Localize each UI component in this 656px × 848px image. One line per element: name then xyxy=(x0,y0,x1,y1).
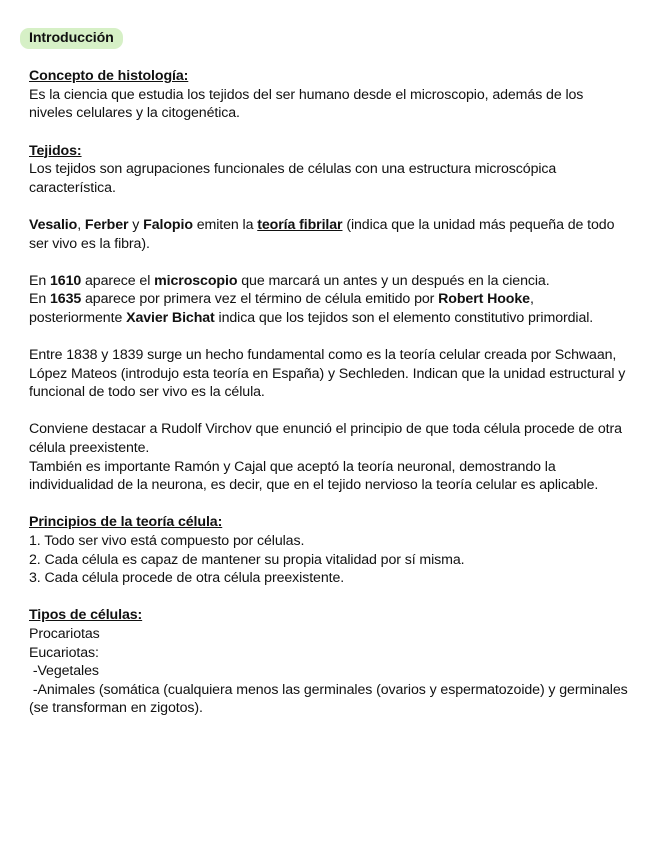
heading-principios: Principios de la teoría célula: xyxy=(29,514,223,531)
name-falopio: Falopio xyxy=(143,216,193,233)
paragraph-microscopio xyxy=(29,272,629,291)
text-fragment: aparece el xyxy=(81,272,155,289)
heading-histologia: Concepto de histología: xyxy=(29,68,189,85)
name-robert-hooke: Robert Hooke xyxy=(438,291,530,308)
text-fragment: que marcará un antes y un después en la ciencia. xyxy=(237,272,550,289)
text-fragment: , posteriormente xyxy=(29,291,534,326)
term-teoria-fibrilar: teoría fibrilar xyxy=(257,216,343,233)
name-ferber: Ferber xyxy=(84,216,129,233)
list-item: 3. Cada célula procede de otra célula preexistente. xyxy=(29,570,345,587)
page-title: Introducción xyxy=(20,28,123,49)
text-fragment: aparece por primera vez el término de célula emitido por xyxy=(81,291,439,308)
name-vesalio: Vesalio xyxy=(29,216,78,233)
text-fragment: En xyxy=(29,272,50,289)
list-item: Procariotas xyxy=(29,626,100,642)
text-fragment: En xyxy=(29,291,50,308)
paragraph-tejidos: Los tejidos son agrupaciones funcionales de células con una estructura microscópica característica. xyxy=(29,161,557,196)
separator: y xyxy=(128,216,144,233)
text-fragment: indica que los tejidos son el elemento constitutivo primordial. xyxy=(214,309,594,326)
paragraph-hooke xyxy=(29,290,629,327)
paragraph-histologia: Es la ciencia que estudia los tejidos del ser humano desde el microscopio, además de los niveles celulares y la citogenética. xyxy=(29,86,584,122)
heading-tejidos: Tejidos: xyxy=(29,142,82,159)
list-item: Eucariotas: xyxy=(29,644,99,661)
list-item: -Animales (somática (cualquiera menos las germinales (ovarios y espermatozoide) y germinales (se transforman en zigotos). xyxy=(29,681,632,717)
separator: , xyxy=(77,216,85,233)
year-1610: 1610 xyxy=(50,272,82,289)
text-fragment: (indica que la unidad más pequeña de todo ser vivo es la fibra). xyxy=(29,216,615,252)
document-page xyxy=(29,28,632,718)
list-item: -Vegetales xyxy=(29,663,99,680)
name-xavier-bichat: Xavier Bichat xyxy=(126,309,215,326)
paragraph-teoria-celular: Entre 1838 y 1839 surge un hecho fundamental como es la teoría celular creada por Schwaan, López Mateos (introdujo esta teoría en España) y Sechleden. Indican que la unidad estructural y funcional de todo ser vivo es la célula. xyxy=(29,347,626,401)
text-fragment: emiten la xyxy=(192,216,258,233)
paragraph-virchov: Conviene destacar a Rudolf Virchov que enunció el principio de que toda célula procede de otra célula preexistente. xyxy=(29,421,622,457)
list-item: 2. Cada célula es capaz de mantener su propia vitalidad por sí misma. xyxy=(29,551,465,568)
year-1635: 1635 xyxy=(50,291,82,308)
paragraph-teoria-fibrilar xyxy=(29,216,629,253)
list-item: 1. Todo ser vivo está compuesto por células. xyxy=(29,533,305,550)
term-microscopio: microscopio xyxy=(154,272,238,289)
paragraph-ramon-y-cajal: También es importante Ramón y Cajal que aceptó la teoría neuronal, demostrando la individualidad de la neurona, es decir, que en el tejido nervioso la teoría celular es aplicable. xyxy=(29,458,599,494)
heading-tipos: Tipos de células: xyxy=(29,607,143,624)
